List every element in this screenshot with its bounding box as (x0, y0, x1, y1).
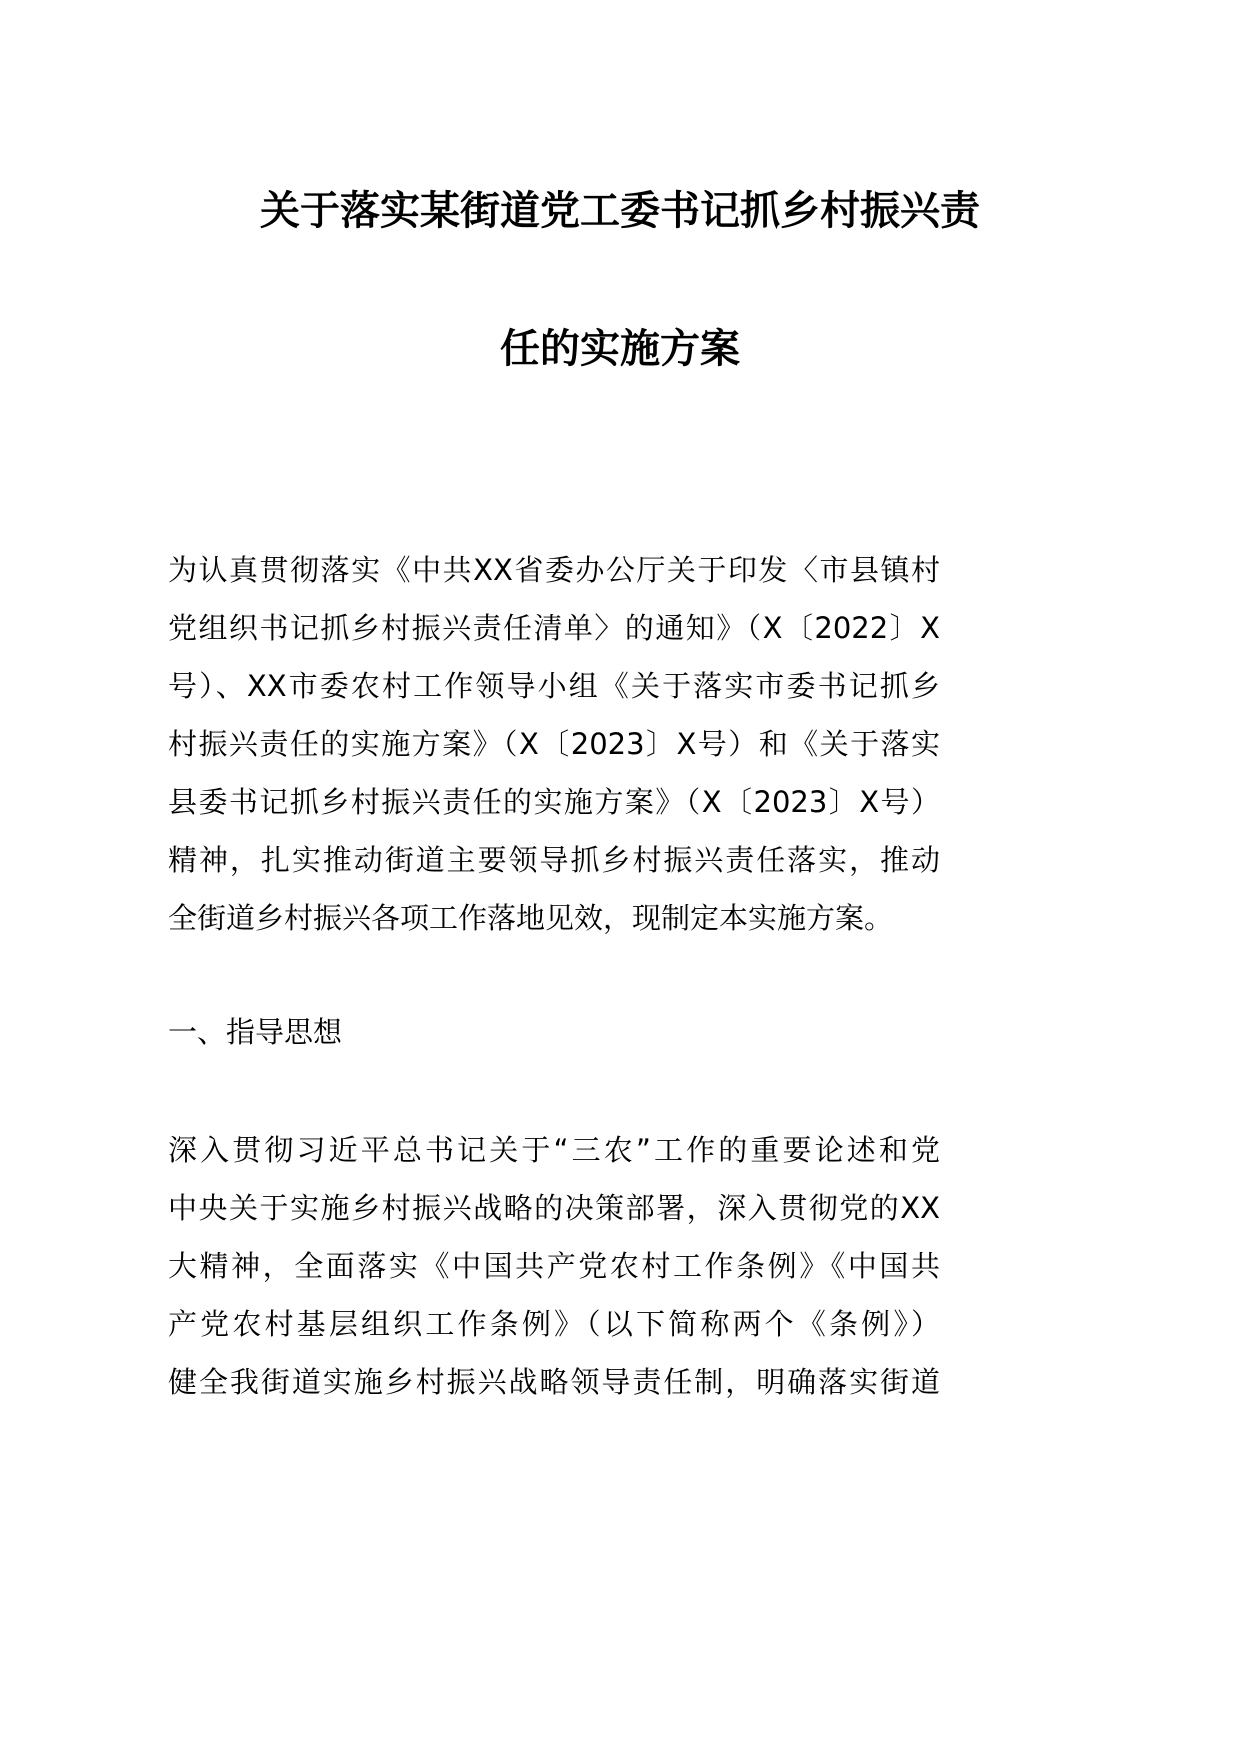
paragraph-line: 产党农村基层组织工作条例》（以下简称两个《条例》） (168, 1307, 940, 1341)
document-title-line-2: 任的实施方案 (500, 326, 740, 372)
paragraph-line: 精神，扎实推动街道主要领导抓乡村振兴责任落实，推动 (168, 843, 940, 877)
section-heading-guiding-ideology: 一、指导思想 (168, 1015, 343, 1049)
paragraph-line: 中央关于实施乡村振兴战略的决策部署，深入贯彻党的XX (168, 1191, 940, 1225)
paragraph-line: 健全我街道实施乡村振兴战略领导责任制，明确落实街道 (168, 1365, 940, 1399)
paragraph-line: 全街道乡村振兴各项工作落地见效，现制定本实施方案。 (168, 901, 894, 935)
paragraph-line: 号）、XX市委农村工作领导小组《关于落实市委书记抓乡 (168, 669, 940, 703)
paragraph-line: 党组织书记抓乡村振兴责任清单〉的通知》（X〔2022〕X (168, 611, 940, 645)
document-title-line-1: 关于落实某街道党工委书记抓乡村振兴责 (260, 188, 980, 234)
guiding-ideology-paragraph (168, 1121, 940, 1411)
paragraph-line: 为认真贯彻落实《中共XX省委办公厅关于印发〈市县镇村 (168, 553, 940, 587)
paragraph-line: 村振兴责任的实施方案》（X〔2023〕X号）和《关于落实 (168, 727, 940, 761)
paragraph-line: 县委书记抓乡村振兴责任的实施方案》（X〔2023〕X号） (168, 785, 940, 819)
paragraph-line: 大精神，全面落实《中国共产党农村工作条例》《中国共 (168, 1249, 940, 1283)
intro-paragraph (168, 541, 940, 947)
paragraph-line: 深入贯彻习近平总书记关于“三农”工作的重要论述和党 (168, 1133, 940, 1167)
